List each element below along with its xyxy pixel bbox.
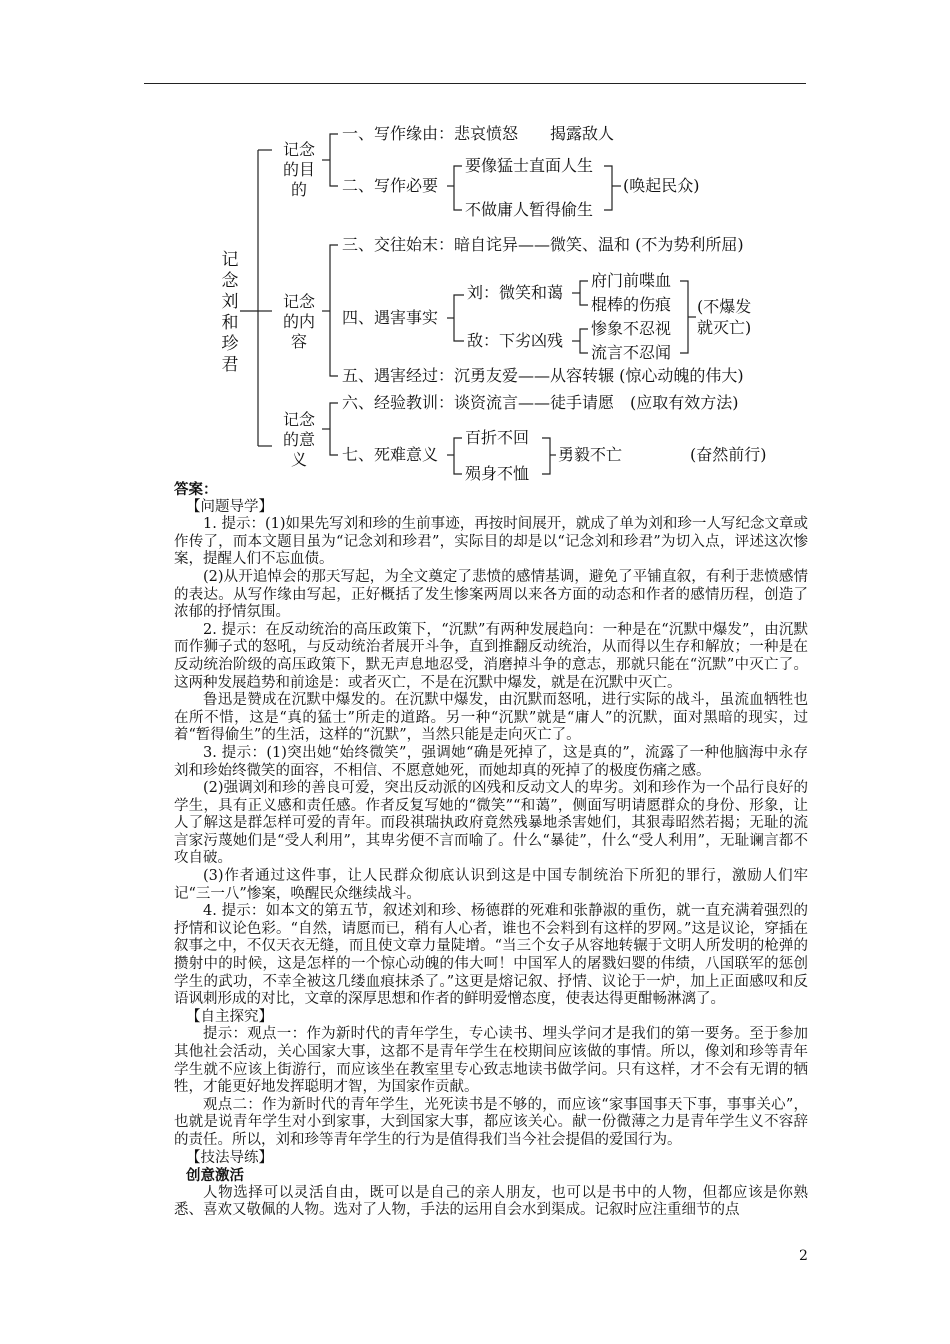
paragraph: 3. 提示：(1)突出她“始终微笑”，强调她“确是死掉了，这是真的”，流露了一种他脑海中永存刘和珍始终微笑的面容，不相信、不愿意她死，而她却真的死掉了的极度伤痛之感。 — [174, 744, 808, 779]
paragraph: 人物选择可以灵活自由，既可以是自己的亲人朋友，也可以是书中的人物，但都应该是你熟悉、喜欢又敬佩的人物。选对了人物，手法的运用自会水到渠成。记叙时应注重细节的点 — [174, 1184, 808, 1219]
answer-section — [174, 481, 808, 1220]
paragraph: 【问题导学】 — [186, 498, 273, 515]
paragraph: (2)从开追悼会的那天写起，为全文奠定了悲愤的感情基调，避免了平铺直叙，有利于悲愤感情的表达。从写作缘由写起，正好概括了发生惨案两周以来各方面的动态和作者的感情历程，创造了浓郁的抒情氛围。 — [174, 568, 808, 621]
diagram-root: 记念刘和珍君 — [221, 250, 239, 375]
meaning-1: 百折不回 — [465, 428, 530, 447]
paragraph: (3)作者通过这件事，让人民群众彻底认识到这是中国专制统治下所犯的罪行，激励人们牢记“三一八”惨案，唤醒民众继续战斗。 — [174, 868, 808, 902]
paragraph: 鲁迅是赞成在沉默中爆发的。在沉默中爆发，由沉默而怒吼，进行实际的战斗，虽流血牺牲也在所不惜，这是“真的猛士”所走的道路。另一种“沉默”就是“庸人”的沉默，面对黑暗的现实，过着“暂得偷生”的生活，这样的“沉默”，当然只能是走向灭亡了。 — [174, 692, 808, 744]
group-purpose: 记念的目的 — [282, 140, 315, 199]
paragraph: 【技法导练】 — [186, 1149, 273, 1166]
paragraph: 2. 提示：在反动统治的高压政策下，“沉默”有两种发展趋向：一种是在“沉默中爆发”，由沉默而作狮子式的怒吼，与反动统治者展开斗争，直到推翻反动统治，从而得以生存和解放；一种是在反动统治阶级的高压政策下，默无声息地忍受，消磨掉斗争的意志，那就只能在“沉默”中灭亡了。这两种发展趋势和前途是：或者灭亡，不是在沉默中爆发，就是在沉默中灭亡。 — [174, 621, 808, 691]
paragraph: 1. 提示：(1)如果先写刘和珍的生前事迹，再按时间展开，就成了单为刘和珍一人写纪念文章或作传了，而本文题目虽为“记念刘和珍君”，实际目的却是以“记念刘和珍君”为切入点，评述这次惨案，提醒人们不忘血债。 — [174, 516, 808, 568]
facts-enemy: 敌：下劣凶残 — [467, 331, 564, 350]
group-content: 记念的内容 — [282, 292, 315, 351]
item-3: 三、交往始末：暗自诧异——微笑、温和 (不为势利所屈) — [342, 235, 744, 254]
fact-detail-4: 流言不忍闻 — [591, 343, 672, 362]
answer-paragraphs — [174, 499, 808, 1220]
paragraph: 观点二：作为新时代的青年学生，光死读书是不够的，而应该“家事国事天下事，事事关心”，也就是说青年学生对小到家事，大到国家大事，都应该关心。献一份微薄之力是青年学生义不容辞的责任。所以，刘和珍等青年学生的行为是值得我们当今社会提倡的爱国行为。 — [174, 1096, 808, 1148]
paragraph: 【自主探究】 — [186, 1008, 273, 1025]
fact-detail-2: 棍棒的伤痕 — [591, 295, 672, 314]
group-meaning: 记念的意义 — [282, 410, 315, 469]
paragraph: 提示：观点一：作为新时代的青年学生，专心读书、埋头学问才是我们的第一要务。至于参加其他社会活动，关心国家大事，这都不是青年学生在校期间应该做的事情。所以，像刘和珍等青年学生就不应该上街游行，而应该坐在教室里专心致志地读书做学问。只有这样，才不会有无谓的牺牲，才能更好地发挥聪明才智，为国家作贡献。 — [174, 1026, 808, 1096]
meaning-3: 勇毅不亡 — [558, 445, 623, 464]
item-2: 二、写作必要 — [342, 176, 439, 195]
paragraph: (2)强调刘和珍的善良可爱，突出反动派的凶残和反动文人的卑劣。刘和珍作为一个品行良好的学生，具有正义感和责任感。作者反复写她的“微笑”“和蔼”，侧面写明请愿群众的身份、形象，让人了解这是群怎样可爱的青年。而段祺瑞执政府竟然残暴地杀害她们，其狠毒昭然若揭；无耻的流言家污蔑她们是“受人利用”，其卑劣便不言而喻了。什么“暴徒”，什么“受人利用”，无耻谰言都不攻自破。 — [174, 780, 808, 867]
page-number: 2 — [799, 1248, 808, 1264]
meaning-note: (奋然前行) — [690, 445, 767, 464]
fact-detail-1: 府门前喋血 — [591, 271, 672, 290]
facts-note: (不爆发就灭亡) — [697, 297, 752, 337]
paragraph: 创意激活 — [186, 1167, 244, 1185]
paragraph: 4. 提示：如本文的第五节，叙述刘和珍、杨德群的死难和张静淑的重伤，就一直充满着强烈的抒情和议论色彩。“自然，请愿而已，稍有人心者，谁也不会料到有这样的罗网。”这是议论，穿插在叙事之中，不仅天衣无缝，而且使文章力量陡增。“当三个女子从容地转辗于文明人所发明的枪弹的攒射中的时候，这是怎样的一个惊心动魄的伟大呵！中国军人的屠戮妇婴的伟绩，八国联军的惩创学生的武功，不幸全被这几缕血痕抹杀了。”这更是熔记叙、抒情、议论于一炉，加上正面感叹和反语讽刺形成的对比，文章的深厚思想和作者的鲜明爱憎态度，使表达得更酣畅淋漓了。 — [174, 903, 808, 1008]
item-5: 五、遇害经过：沉勇友爱——从容转辗 (惊心动魄的伟大) — [342, 366, 744, 385]
answer-title: 答案： — [174, 481, 218, 498]
meaning-2: 殒身不恤 — [465, 464, 530, 483]
item-1: 一、写作缘由：悲哀愤怒 揭露敌人 — [342, 124, 615, 143]
item-6: 六、经验教训：谈资流言——徒手请愿 (应取有效方法) — [342, 393, 739, 412]
necessity-note: (唤起民众) — [623, 176, 700, 195]
item-7: 七、死难意义 — [342, 445, 439, 464]
item-4: 四、遇害事实 — [342, 308, 439, 327]
necessity-1: 要像猛士直面人生 — [465, 156, 594, 175]
facts-liu: 刘：微笑和蔼 — [467, 283, 564, 302]
fact-detail-3: 惨象不忍视 — [591, 319, 672, 338]
necessity-2: 不做庸人暂得偷生 — [465, 200, 594, 219]
